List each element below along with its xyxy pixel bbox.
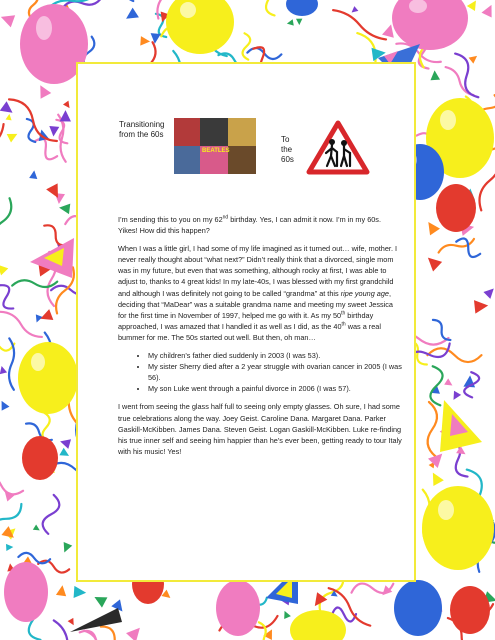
confetti-piece: [60, 110, 72, 122]
balloon-red-bottom-right-icon: [450, 586, 490, 634]
confetti-piece: [0, 101, 16, 117]
confetti-piece: [0, 365, 7, 374]
confetti-piece: [0, 399, 9, 411]
confetti-piece: [161, 590, 172, 601]
confetti-piece: [456, 446, 468, 458]
confetti-piece: [443, 65, 475, 97]
confetti-piece: [6, 338, 18, 390]
letter-body: [118, 214, 402, 464]
confetti-piece: [0, 282, 19, 312]
balloon-yellow-bottom-right-icon: [422, 486, 494, 570]
confetti-piece: [59, 448, 71, 460]
confetti-piece: [41, 494, 60, 535]
confetti-piece: [59, 437, 71, 449]
confetti-piece: [0, 120, 8, 174]
sixties-collage-image: [174, 118, 256, 174]
confetti-piece: [150, 33, 161, 44]
confetti-piece: [481, 2, 495, 17]
balloon-pink-top-right-icon: [392, 0, 468, 50]
balloon-pink-bottom-left-icon: [4, 562, 48, 622]
confetti-piece: [58, 202, 70, 214]
header-right-caption: To the 60s: [281, 135, 294, 164]
letter-frame: [76, 62, 416, 582]
confetti-piece: [48, 126, 59, 137]
confetti-piece: [425, 365, 448, 407]
confetti-piece: [430, 317, 453, 342]
balloon-blue-bottom-right-icon: [394, 580, 442, 636]
confetti-piece: [467, 0, 480, 11]
confetti-piece: [0, 11, 15, 28]
balloon-pink-bottom-icon: [216, 580, 260, 636]
confetti-piece: [257, 0, 279, 17]
paragraph-celebrations: I went from seeing the glass half full to seeing only empty glasses. Oh sure, I had some true celebrations along the way. Joey Geist. Caroline Dana. Margaret Dana. Parker Gaskill-McKibben. James Dana. Steven Geist. Logan Gaskill-McKibben. Luke re-finding his true inner self and seeing him happier than he’s ever been, getting ready to tour Italy with his music! Yes!: [118, 402, 402, 456]
confetti-piece: [29, 170, 38, 179]
confetti-piece: [6, 543, 14, 551]
confetti-piece: [68, 618, 77, 627]
balloon-yellow-bottom-icon: [290, 610, 346, 640]
confetti-piece: [123, 8, 139, 24]
noisemaker-bottom-left-icon: [70, 608, 122, 632]
confetti-piece: [281, 609, 291, 619]
confetti-piece: [140, 36, 150, 46]
confetti-piece: [450, 391, 461, 402]
confetti-piece: [0, 309, 44, 340]
elderly-crossing-warning-sign-icon: [306, 120, 370, 176]
balloon-yellow-top-icon: [166, 0, 234, 54]
confetti-piece: [0, 473, 25, 497]
balloon-red-left-icon: [22, 436, 58, 480]
confetti-piece: [18, 552, 50, 564]
collage-caption: BEATLES: [202, 148, 230, 154]
balloon-red-right-icon: [436, 184, 476, 232]
confetti-piece: [428, 470, 444, 486]
confetti-piece: [33, 524, 42, 533]
party-hat-right-icon: [440, 400, 482, 452]
confetti-piece: [6, 113, 13, 120]
party-hat-left-icon: [30, 238, 74, 278]
header-left-caption: Transitioning from the 60s: [119, 120, 165, 139]
confetti-piece: [286, 19, 293, 26]
list-item: • My son Luke went through a painful divorce in 2006 (I was 57).: [148, 383, 402, 394]
confetti-piece: [74, 586, 87, 599]
confetti-piece: [469, 53, 480, 64]
paragraph-intro: I’m sending this to you on my 62nd birthday. Yes, I can admit it now. I’m in my 60s. Yikes! How did this happen?: [118, 214, 381, 236]
confetti-piece: [423, 253, 442, 272]
confetti-piece: [423, 401, 442, 457]
confetti-piece: [0, 197, 14, 247]
confetti-piece: [483, 285, 495, 299]
confetti-piece: [453, 236, 483, 260]
confetti-piece: [56, 585, 68, 597]
confetti-piece: [423, 219, 440, 236]
confetti-piece: [0, 261, 8, 275]
confetti-piece: [98, 0, 137, 4]
confetti-piece: [240, 33, 253, 61]
confetti-piece: [332, 7, 388, 42]
confetti-piece: [430, 70, 440, 80]
confetti-piece: [444, 378, 454, 388]
confetti-piece: [37, 559, 70, 573]
balloon-yellow-left-icon: [18, 342, 78, 414]
events-list: [118, 350, 402, 394]
list-item: • My children’s father died suddenly in 2003 (I was 53).: [148, 350, 402, 361]
confetti-piece: [126, 623, 145, 640]
confetti-piece: [427, 348, 481, 362]
confetti-piece: [33, 314, 42, 323]
confetti-piece: [92, 592, 108, 608]
paragraph-story: When I was a little girl, I had some of my life imagined as it turned out… wife, mother. I never really thought about “what next?” Didn’t really think that a divorced, single mom was in my future, but even that was something, although rocky at first, I was able to adjust to, thanks to 4 great kids! In my late-40s, I was blessed with my first grandchild and although I was definitely not going to be called “grandma” at this ripe young age, deciding that “MaDear” was a suitable grandma name and meeting my sweet Jessica for the first time in November of 1997, helped me go with it. As my 50th birthday approached, I was amazed that I handled it as well as I did, as the 40th was a real bummer for me. The 50s started out well. But then, oh man…: [118, 244, 398, 342]
confetti-piece: [60, 542, 72, 554]
confetti-piece: [296, 19, 303, 26]
confetti-piece: [35, 82, 51, 98]
list-item: • My sister Sherry died after a 2 year struggle with ovarian cancer in 2005 (I was 56).: [148, 361, 402, 383]
confetti-piece: [7, 130, 20, 143]
confetti-piece: [63, 101, 72, 110]
confetti-piece: [474, 299, 489, 314]
confetti-piece: [350, 6, 359, 15]
balloon-blue-top-icon: [286, 0, 318, 16]
